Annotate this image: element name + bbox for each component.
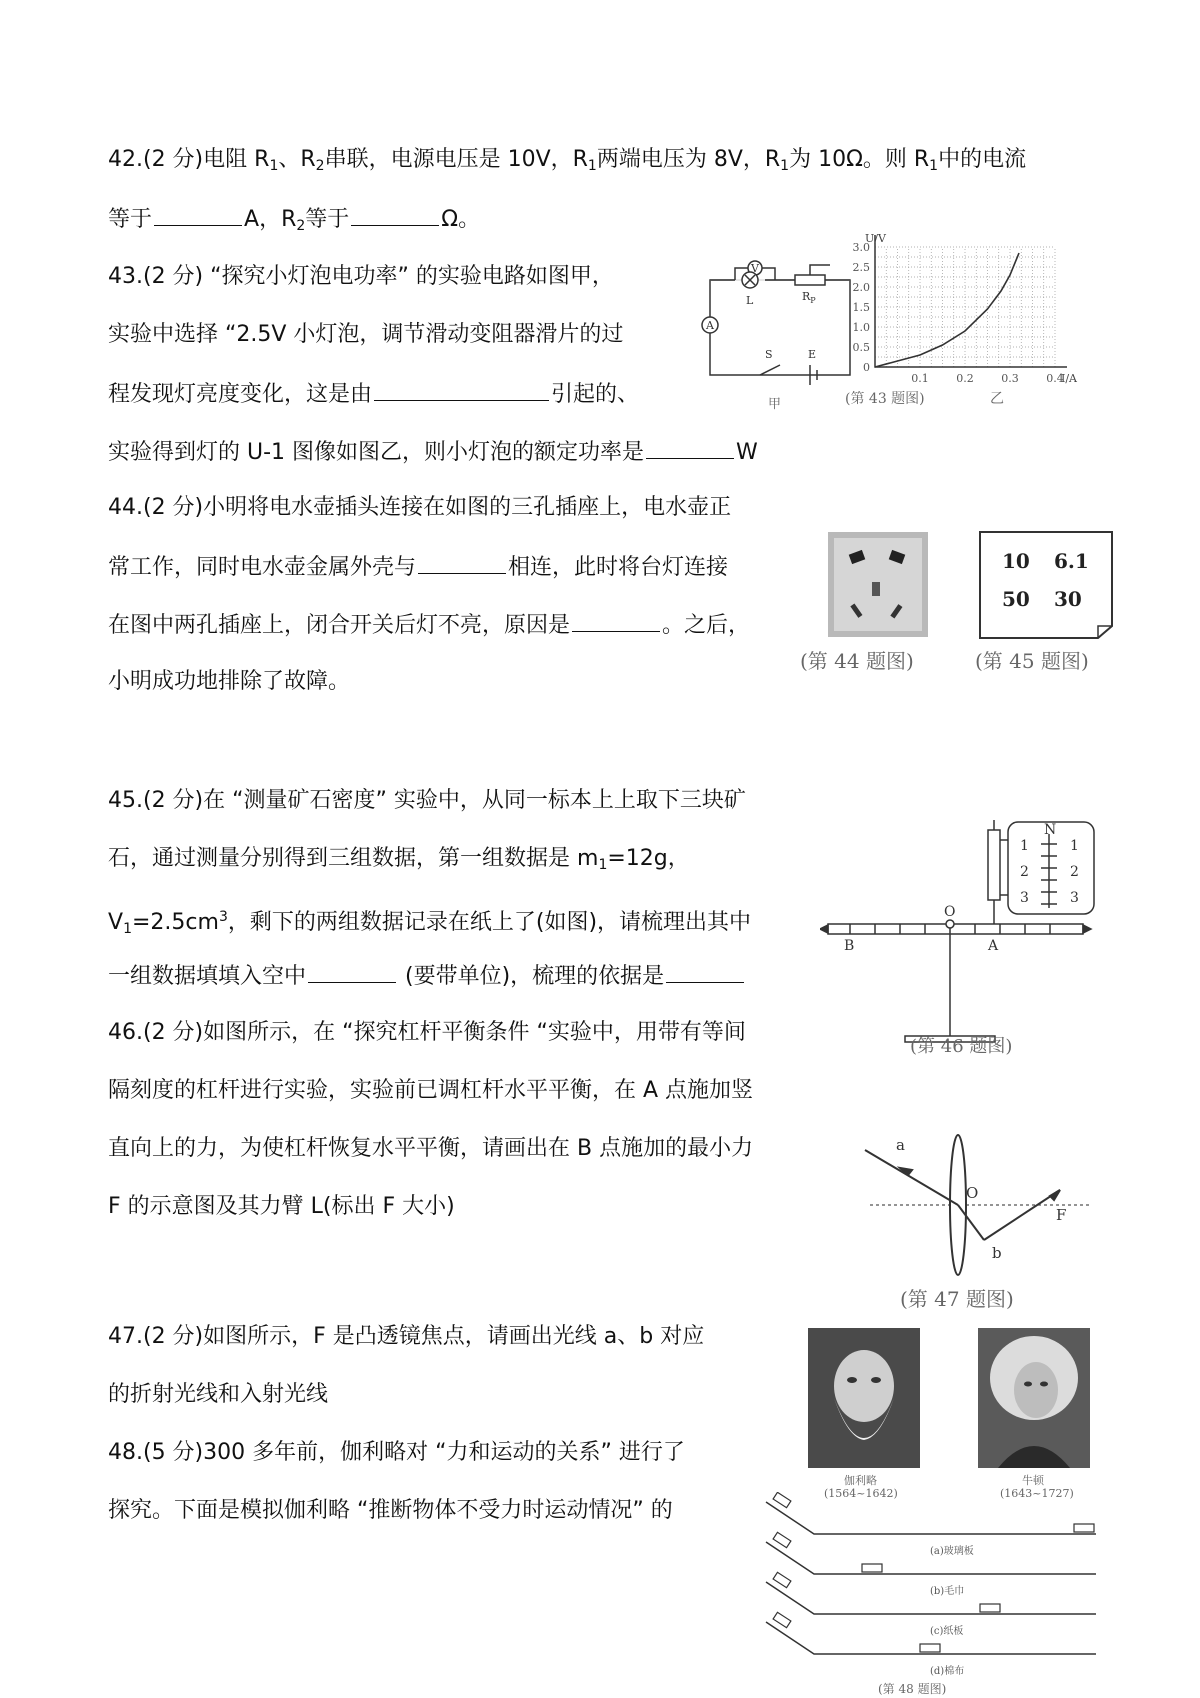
- newton-portrait: [978, 1328, 1090, 1468]
- x-tick-label: 0.4: [1046, 372, 1064, 385]
- chart-label: 乙: [990, 391, 1004, 407]
- q45-line-3: $V_1=2.5cm^3$，剩下的两组数据记录在纸上了(如图)，请梳理出其中: [108, 909, 752, 937]
- scale-tick: 1: [1020, 838, 1029, 854]
- surface-label: (b)毛巾: [930, 1586, 965, 1597]
- galileo-portrait: [808, 1328, 920, 1468]
- y-axis-label: U/V: [865, 232, 886, 245]
- q46-line-2: 隔刻度的杠杆进行实验，实验前已调杠杆水平平衡，在 A 点施加竖: [108, 1078, 754, 1103]
- ray-a-label: a: [896, 1136, 905, 1154]
- q45-caption: (第 45 题图): [975, 649, 1089, 673]
- q44-line-1: 44.(2 分)小明将电水壶插头连接在如图的三孔插座上，电水壶正: [108, 495, 732, 520]
- scale-tick: 3: [1020, 890, 1029, 906]
- battery-label: E: [808, 348, 817, 361]
- x-tick-label: 0.2: [956, 372, 974, 385]
- answer-blank[interactable]: [666, 960, 744, 983]
- q48-ramp-diagram: [762, 1492, 1102, 1692]
- q47-caption: (第 47 题图): [900, 1287, 1014, 1311]
- q47-line-1: 47.(2 分)如图所示，F 是凸透镜焦点，请画出光线 a、b 对应: [108, 1324, 705, 1349]
- q44-line-2: 常工作，同时电水壶金属外壳与 相连，此时将台灯连接: [108, 551, 728, 583]
- surface-label: (c)纸板: [930, 1626, 964, 1637]
- ui-curve: [875, 253, 1019, 367]
- q47-lens-diagram: [860, 1130, 1100, 1290]
- point-b-label: B: [844, 938, 855, 954]
- ray-b-label: b: [992, 1244, 1002, 1262]
- scale-tick: 3: [1070, 890, 1079, 906]
- note-value: 10: [1002, 549, 1030, 573]
- q46-line-4: F 的示意图及其力臂 L(标出 F 大小): [108, 1194, 455, 1219]
- q46-caption: (第 46 题图): [910, 1036, 1013, 1057]
- q44-caption: (第 44 题图): [800, 649, 914, 673]
- q45-note-image: [978, 530, 1118, 640]
- y-tick-label: 1.0: [852, 321, 870, 334]
- surface-label: (d)棉布: [930, 1666, 965, 1677]
- q43-line-2: 实验中选择 “2.5V 小灯泡，调节滑动变阻器滑片的过: [108, 322, 624, 347]
- y-tick-label: 0: [863, 361, 870, 374]
- q43-ui-chart: [835, 225, 1095, 390]
- y-tick-label: 3.0: [852, 241, 870, 254]
- q44-line-3: 在图中两孔插座上，闭合开关后灯不亮，原因是 。之后，: [108, 609, 750, 641]
- q43-caption: (第 43 题图): [845, 391, 925, 407]
- switch-label: S: [765, 348, 773, 361]
- q43-line-1: 43.(2 分) “探究小灯泡电功率” 的实验电路如图甲，: [108, 264, 614, 289]
- q44-line-4: 小明成功地排除了故障。: [108, 669, 351, 694]
- note-value: 6.1: [1054, 549, 1089, 573]
- answer-blank[interactable]: [308, 960, 396, 983]
- answer-blank[interactable]: [351, 203, 439, 226]
- q44-socket-image: [828, 532, 928, 637]
- answer-blank[interactable]: [374, 378, 549, 401]
- q43-line-3: 程发现灯亮度变化，这是由 引起的、: [108, 378, 639, 410]
- q48-line-1: 48.(5 分)300 多年前，伽利略对 “力和运动的关系” 进行了: [108, 1440, 685, 1465]
- voltmeter-label: V: [751, 262, 759, 275]
- q48-caption: (第 48 题图): [878, 1682, 947, 1696]
- answer-blank[interactable]: [646, 436, 734, 459]
- y-tick-label: 0.5: [852, 341, 870, 354]
- rheostat-label: $R_P$: [802, 290, 816, 305]
- q46-line-1: 46.(2 分)如图所示，在 “探究杠杆平衡条件 “实验中，用带有等间: [108, 1020, 746, 1045]
- scale-unit-label: N: [1044, 822, 1057, 838]
- answer-blank[interactable]: [418, 551, 506, 574]
- focus-label: F: [1056, 1206, 1067, 1224]
- galileo-years: (1564~1642): [824, 1487, 898, 1500]
- q48-line-2: 探究。下面是模拟伽利略 “推断物体不受力时运动情况” 的: [108, 1498, 673, 1523]
- newton-years: (1643~1727): [1000, 1487, 1074, 1500]
- scale-tick: 2: [1020, 864, 1029, 880]
- q45-line-1: 45.(2 分)在 “测量矿石密度” 实验中，从同一标本上上取下三块矿: [108, 788, 746, 813]
- x-tick-label: 0.1: [911, 372, 929, 385]
- x-axis-label: I/A: [1061, 372, 1077, 385]
- note-value: 30: [1054, 587, 1082, 611]
- scale-tick: 1: [1070, 838, 1079, 854]
- q42-line-2: 等于 A，$R_2$等于 Ω。: [108, 203, 480, 241]
- note-value: 50: [1002, 587, 1030, 611]
- q46-line-3: 直向上的力，为使杠杆恢复水平平衡，请画出在 B 点施加的最小力: [108, 1136, 754, 1161]
- ammeter-label: A: [706, 319, 714, 332]
- galileo-name: 伽利略: [844, 1474, 877, 1487]
- y-tick-label: 1.5: [852, 301, 870, 314]
- q45-line-2: 石，通过测量分别得到三组数据，第一组数据是 $m_1=12g$，: [108, 846, 690, 873]
- answer-blank[interactable]: [154, 203, 242, 226]
- q45-line-4: 一组数据填填入空中 (要带单位)，梳理的依据是: [108, 960, 746, 992]
- y-tick-label: 2.0: [852, 281, 870, 294]
- optical-center-label: O: [966, 1184, 979, 1202]
- q43-line-4: 实验得到灯的 U-1 图像如图乙，则小灯泡的额定功率是 W: [108, 436, 758, 468]
- point-a-label: A: [988, 938, 999, 954]
- q42-line-1: 42.(2 分)电阻 $R_1$、$R_2$串联，电源电压是 10V，$R_1$两端电压为 8V，$R_1$为 10Ω。则 $R_1$中的电流: [108, 147, 1027, 174]
- y-tick-label: 2.5: [852, 261, 870, 274]
- scale-tick: 2: [1070, 864, 1079, 880]
- q46-lever-diagram: [820, 820, 1100, 1060]
- q47-line-2: 的折射光线和入射光线: [108, 1382, 329, 1407]
- x-tick-label: 0.3: [1001, 372, 1019, 385]
- newton-name: 牛顿: [1022, 1474, 1044, 1487]
- fulcrum-label: O: [944, 904, 956, 920]
- answer-blank[interactable]: [572, 609, 660, 632]
- surface-label: (a)玻璃板: [930, 1546, 974, 1557]
- lamp-label: L: [746, 294, 754, 307]
- circuit-label: 甲: [768, 397, 782, 412]
